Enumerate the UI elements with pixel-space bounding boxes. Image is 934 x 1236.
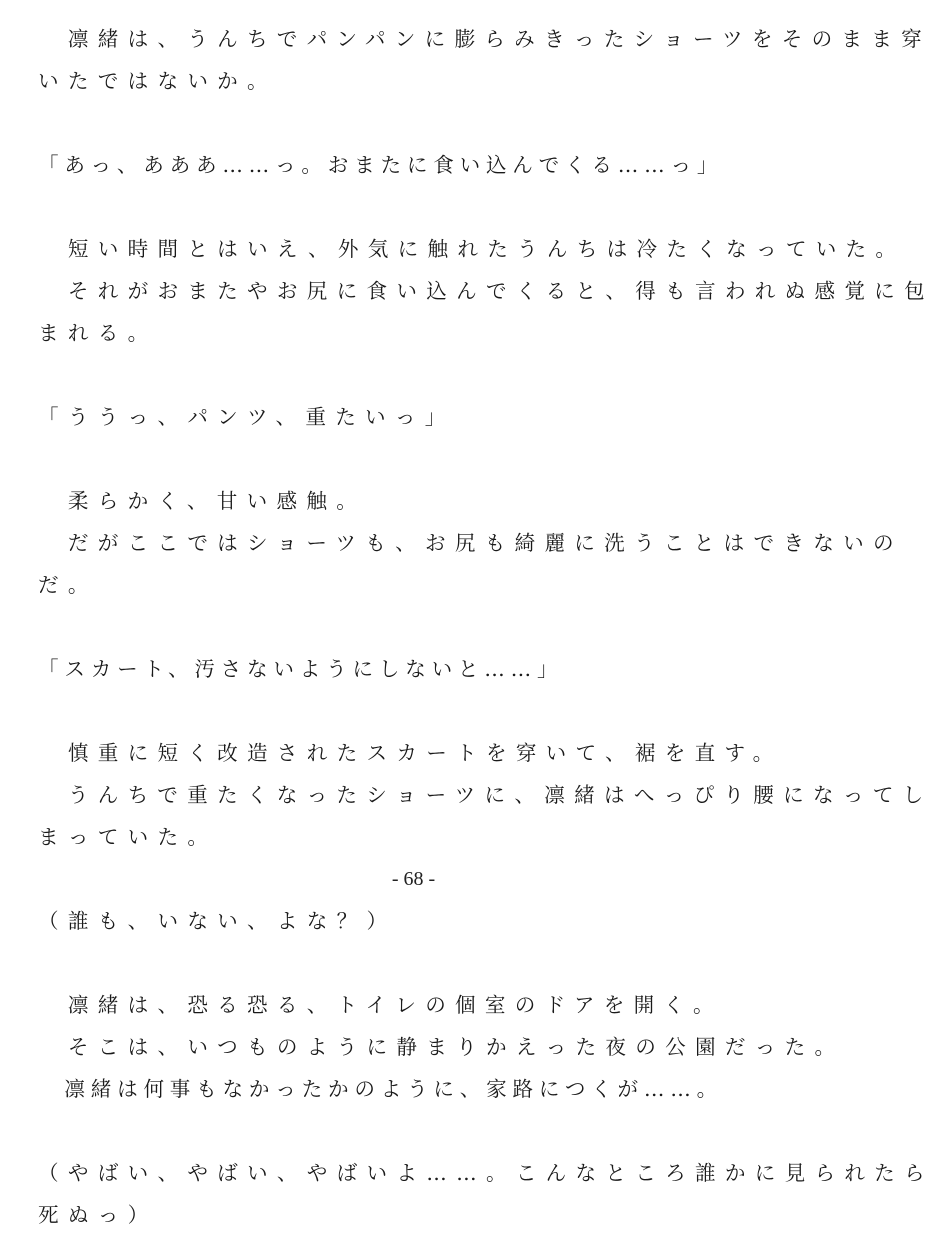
dialogue-line: 「あっ、あああ……っ。おまたに食い込んでくる……っ」 [38, 153, 724, 177]
page-number: - 68 - [391, 868, 436, 890]
blank-line [38, 606, 798, 648]
text-line: 凛緒は何事もなかったかのように、家路につくが……。 [38, 1077, 723, 1101]
text-line: 短い時間とはいえ、外気に触れたうんちは冷たくなっていた。 [38, 237, 906, 261]
thought-line: （誰も、いない、よな？） [38, 909, 397, 933]
text-line: いたではないか。 [38, 69, 277, 93]
thought-line: 死ぬっ） [38, 1203, 158, 1227]
blank-line [38, 942, 798, 984]
text-line: 柔らかく、甘い感触。 [38, 489, 367, 513]
dialogue-line: 「ううっ、パンツ、重たいっ」 [38, 405, 455, 429]
text-line: そこは、いつものように静まりかえった夜の公園だった。 [38, 1035, 845, 1059]
text-line: まれる。 [38, 321, 158, 345]
blank-line [38, 186, 798, 228]
blank-line [38, 438, 798, 480]
document-body [38, 18, 934, 1236]
text-line: うんちで重たくなったショーツに、凛緒はへっぴり腰になってし [38, 783, 933, 807]
text-line: 慎重に短く改造されたスカートを穿いて、裾を直す。 [38, 741, 783, 765]
blank-line [38, 102, 798, 144]
text-line: だがここではショーツも、お尻も綺麗に洗うことはできないの [38, 531, 903, 555]
dialogue-line: 「スカート、汚さないようにしないと……」 [38, 657, 564, 681]
text-line: だ。 [38, 573, 98, 597]
text-line: まっていた。 [38, 825, 218, 849]
text-line: 凛緒は、恐る恐る、トイレの個室のドアを開く。 [38, 993, 723, 1017]
text-line: それがおまたやお尻に食い込んでくると、得も言われぬ感覚に包 [38, 279, 934, 303]
text-line: 凛緒は、うんちでパンパンに膨らみきったショーツをそのまま穿 [38, 27, 932, 51]
blank-line [38, 354, 798, 396]
thought-line: （やばい、やばい、やばいよ……。こんなところ誰かに見られたら [38, 1161, 934, 1185]
blank-line [38, 690, 798, 732]
blank-line [38, 1110, 798, 1152]
